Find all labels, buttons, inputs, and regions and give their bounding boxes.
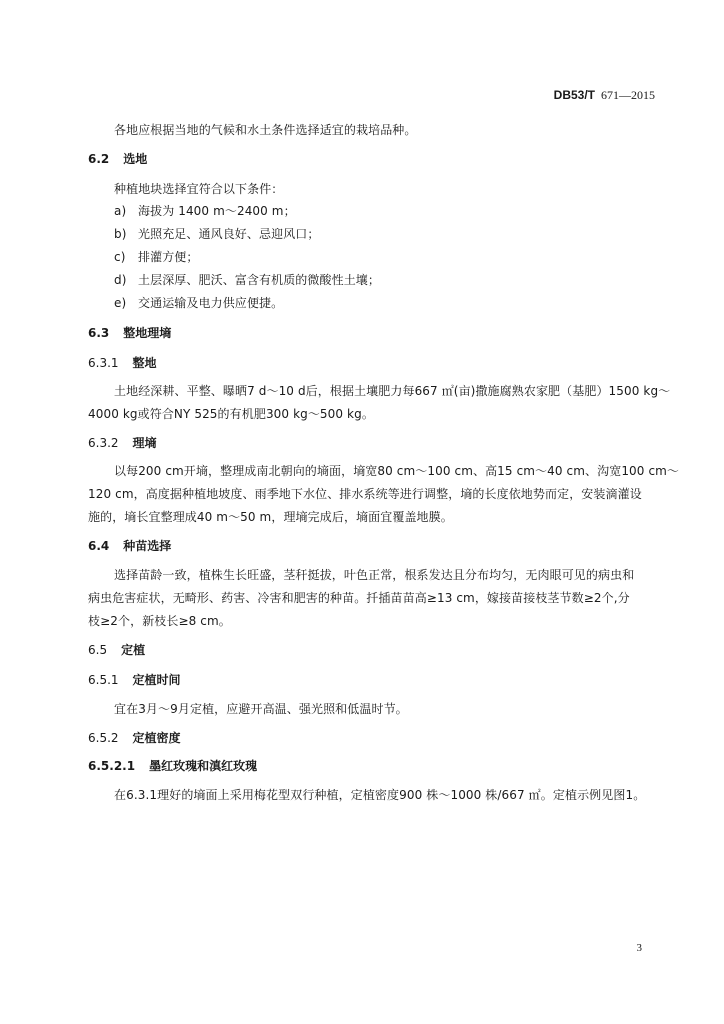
list-item: a) 海拔为 1400 m～2400 m； xyxy=(114,204,296,218)
paragraph-variety-selection: 各地应根据当地的气候和水土条件选择适宜的栽培品种。 xyxy=(114,123,417,137)
heading-6-5-2-1: 6.5.2.1 墨红玫瑰和滇红玫瑰 xyxy=(88,759,258,773)
paragraph-ridge-line2: 120 cm，高度据种植地坡度、雨季地下水位、排水系统等进行调整，墒的长度依地势而定，安装滴灌设 xyxy=(88,487,642,501)
paragraph-seedling-line3: 枝≥2个，新枝长≥8 cm。 xyxy=(88,614,231,628)
heading-6-4: 6.4 种苗选择 xyxy=(88,539,172,553)
heading-6-3-1: 6.3.1 整地 xyxy=(88,356,157,370)
page-number: 3 xyxy=(636,942,642,954)
heading-6-2: 6.2 选地 xyxy=(88,152,148,166)
heading-6-3: 6.3 整地理墒 xyxy=(88,326,172,340)
list-item: e) 交通运输及电力供应便捷。 xyxy=(114,296,284,310)
list-item: c) 排灌方便； xyxy=(114,250,199,264)
list-item: b) 光照充足、通风良好、忌迎风口； xyxy=(114,227,320,241)
list-item: d) 土层深厚、肥沃、富含有机质的微酸性土壤； xyxy=(114,273,381,287)
site-conditions-intro: 种植地块选择宜符合以下条件： xyxy=(114,182,284,196)
heading-6-5: 6.5 定植 xyxy=(88,643,146,657)
heading-6-5-1: 6.5.1 定植时间 xyxy=(88,673,181,687)
paragraph-seedling-line1: 选择苗龄一致，植株生长旺盛，茎秆挺拔，叶色正常，根系发达且分布均匀，无肉眼可见的病虫和 xyxy=(114,568,635,582)
paragraph-planting-time: 宜在3月～9月定植，应避开高温、强光照和低温时节。 xyxy=(114,702,408,716)
paragraph-land-prep-line2: 4000 kg或符合NY 525的有机肥300 kg～500 kg。 xyxy=(88,407,374,421)
standard-number: DB53/T 671—2015 xyxy=(553,88,655,102)
paragraph-land-prep-line1: 土地经深耕、平整、曝晒7 d～10 d后，根据土壤肥力每667 ㎡(亩)撒施腐熟农家肥（基肥）1500 kg～ xyxy=(114,384,671,398)
paragraph-ridge-line1: 以每200 cm开墒，整理成南北朝向的墒面，墒宽80 cm～100 cm、高15 cm～40 cm、沟宽100 cm～ xyxy=(114,464,680,478)
paragraph-seedling-line2: 病虫危害症状，无畸形、药害、冷害和肥害的种苗。扦插苗苗高≥13 cm，嫁接苗接枝茎节数≥2个,分 xyxy=(88,591,630,605)
heading-6-3-2: 6.3.2 理墒 xyxy=(88,436,157,450)
heading-6-5-2: 6.5.2 定植密度 xyxy=(88,731,181,745)
paragraph-ridge-line3: 施的，墒长宜整理成40 m～50 m，理墒完成后，墒面宜覆盖地膜。 xyxy=(88,510,453,524)
paragraph-planting-density: 在6.3.1理好的墒面上采用梅花型双行种植，定植密度900 株～1000 株/667 ㎡。定植示例见图1。 xyxy=(114,788,646,802)
